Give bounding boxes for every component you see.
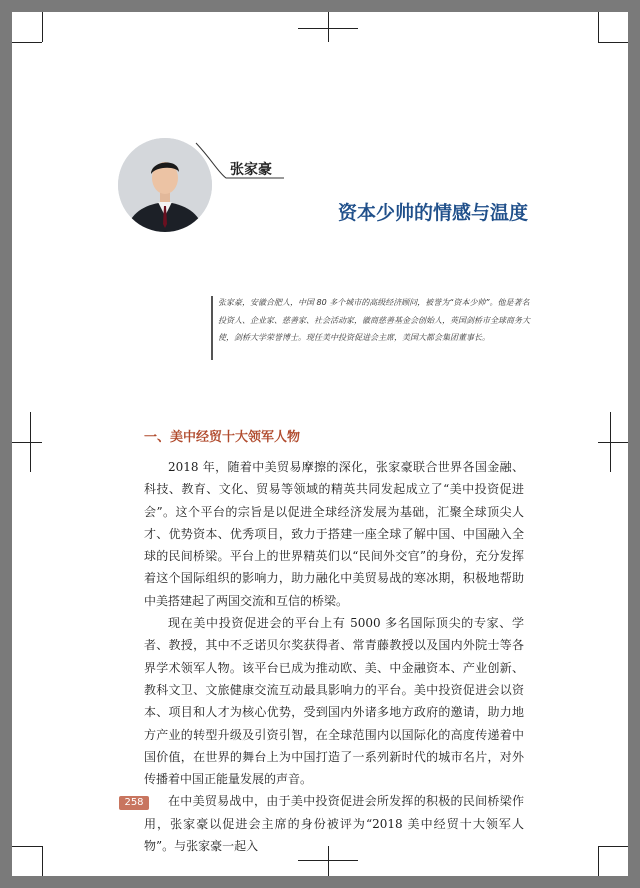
crop-mark-left-mid-v — [30, 412, 31, 472]
author-portrait-image — [118, 138, 212, 232]
crop-mark-right-mid-v — [610, 412, 611, 472]
author-bio: 张家豪，安徽合肥人，中国 80 多个城市的高级经济顾问，被誉为“资本少帅”。他是著名投资人、企业家、慈善家、社会活动家，徽商慈善基金会创始人，英国剑桥市全球商务大使，剑桥大学荣誉博士。现任美中投资促进会主席，美国大都会集团董事长。 — [218, 298, 530, 342]
paragraph: 在中美贸易战中，由于美中投资促进会所发挥的积极的民间桥梁作用，张家豪以促进会主席的身份被评为“2018 美中经贸十大领军人物”。与张家豪一起入 — [144, 794, 524, 854]
crop-mark-bottom-right-v — [598, 846, 599, 876]
crop-mark-right-mid-h — [598, 442, 628, 443]
article-body — [144, 456, 524, 857]
crop-mark-top-center-v — [328, 12, 329, 42]
bio-accent-bar — [211, 296, 213, 360]
crop-mark-bottom-center-h — [298, 860, 358, 861]
crop-mark-top-right-h — [598, 42, 628, 43]
paragraph: 现在美中投资促进会的平台上有 5000 多名国际顶尖的专家、学者、教授，其中不乏诺贝尔奖获得者、常青藤教授以及国内外院士等各界学术领军人物。该平台已成为推动欧、美、中金融资本、产业创新、教科文卫、文旅健康交流互动最具影响力的平台。美中投资促进会以资本、项目和人才为核心优势，受到国内外诸多地方政府的邀请，助力地方产业的转型升级及引资引智，在全球范围内以国际化的高度传递着中国价值，在世界的舞台上为中国打造了一系列新时代的城市名片，对外传播着中国正能量发展的声音。 — [144, 616, 524, 787]
crop-mark-top-left-h — [12, 42, 42, 43]
author-portrait — [118, 138, 212, 232]
crop-mark-top-center-h — [298, 28, 358, 29]
crop-mark-left-mid-h — [12, 442, 42, 443]
crop-mark-top-left-v — [42, 12, 43, 42]
section-heading: 一、美中经贸十大领军人物 — [144, 430, 301, 445]
article-title: 资本少帅的情感与温度 — [337, 202, 528, 224]
crop-mark-bottom-left-v — [42, 846, 43, 876]
crop-mark-top-right-v — [598, 12, 599, 42]
author-name: 张家豪 — [230, 162, 272, 178]
page-number: 258 — [119, 796, 149, 810]
crop-mark-bottom-left-h — [12, 846, 42, 847]
paragraph: 2018 年，随着中美贸易摩擦的深化，张家豪联合世界各国金融、科技、教育、文化、贸易等领域的精英共同发起成立了“美中投资促进会”。这个平台的宗旨是以促进全球经济发展为基础，汇聚全球顶尖人才、优势资本、优秀项目，致力于搭建一座全球了解中国、中国融入全球的民间桥梁。平台上的世界精英们以“民间外交官”的身份，充分发挥着这个国际组织的影响力，助力融化中美贸易战的寒冰期，积极地帮助中美搭建起了两国交流和互信的桥梁。 — [144, 460, 524, 608]
crop-mark-bottom-right-h — [598, 846, 628, 847]
